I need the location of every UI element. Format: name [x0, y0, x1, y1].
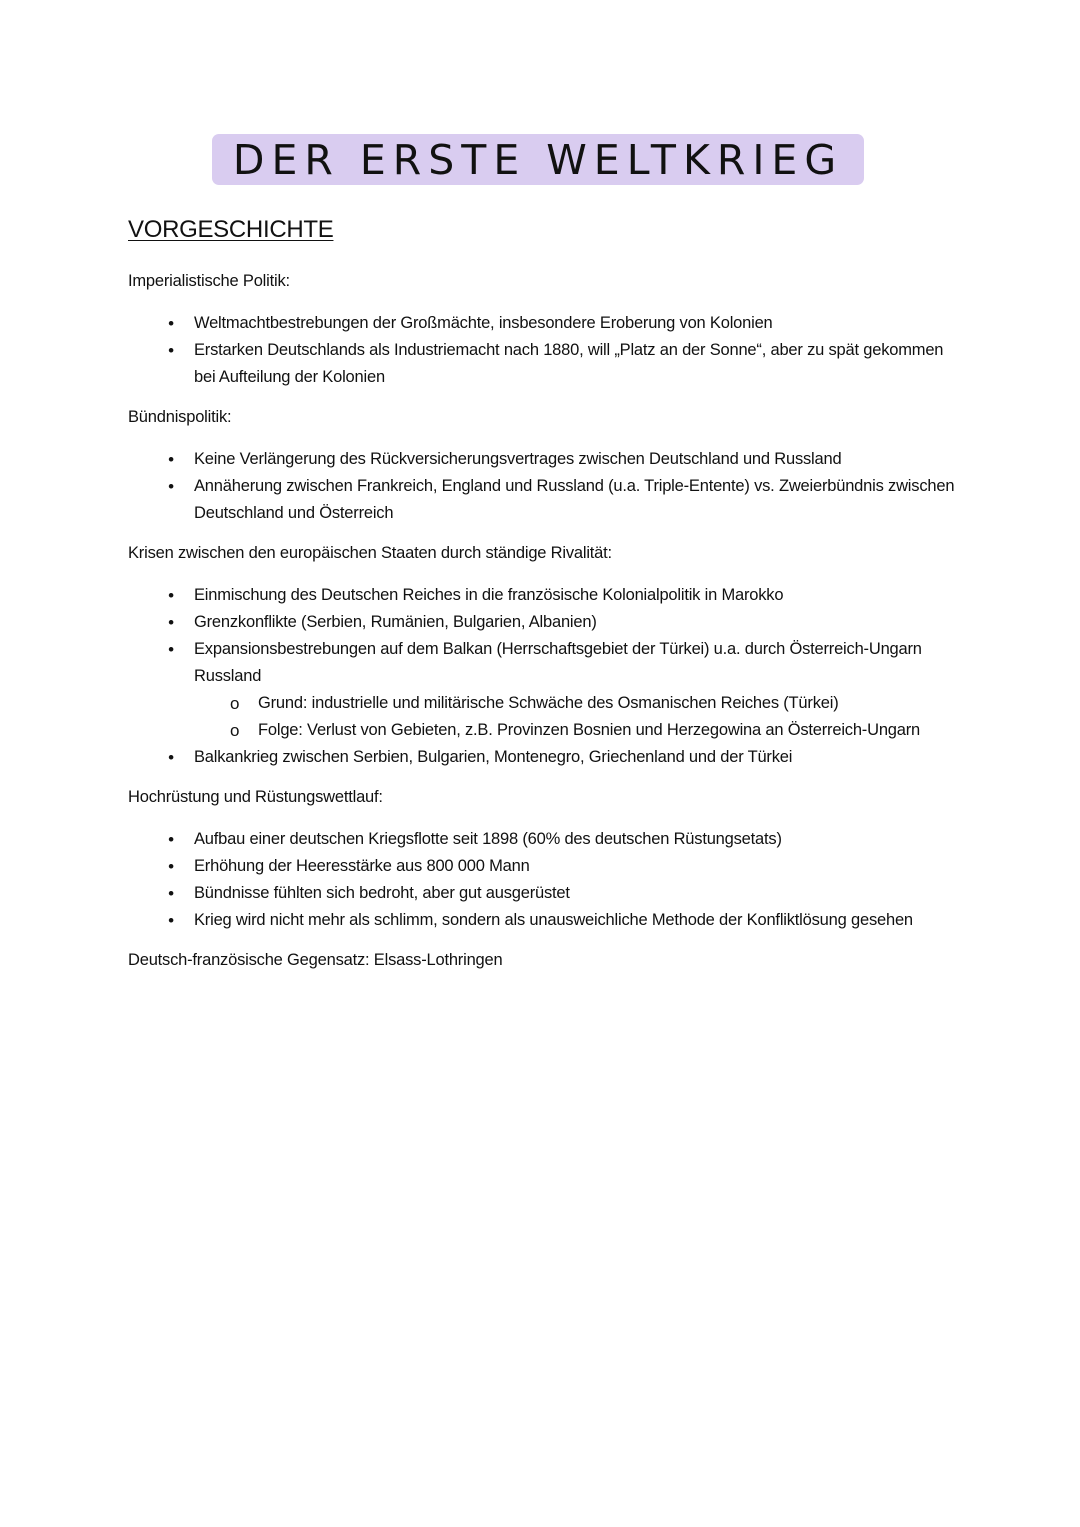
- sub-list-item-text: Folge: Verlust von Gebieten, z.B. Provinzen Bosnien und Herzegowina an Österreich-Ungarn: [258, 721, 921, 739]
- list-item-text: Weltmachtbestrebungen der Großmächte, insbesondere Eroberung von Kolonien: [194, 314, 773, 332]
- section-heading: VORGESCHICHTE: [128, 216, 334, 243]
- list-item: [128, 582, 958, 609]
- bullet-icon: •: [168, 341, 174, 360]
- list-item-text: Bündnisse fühlten sich bedroht, aber gut ausgerüstet: [194, 884, 570, 902]
- list-item-text: Expansionsbestrebungen auf dem Balkan (Herrschaftsgebiet der Türkei) u.a. durch Österreich-Ungarn Russland: [194, 640, 922, 685]
- list-item-text: Aufbau einer deutschen Kriegsflotte seit 1898 (60% des deutschen Rüstungsetats): [194, 830, 782, 848]
- subheading: Krisen zwischen den europäischen Staaten durch ständige Rivalität:: [128, 544, 612, 562]
- bullet-icon: •: [168, 314, 174, 333]
- page-title: DER ERSTE WELTKRIEG: [232, 135, 844, 184]
- circle-bullet-icon: o: [230, 694, 240, 713]
- list-item-text: Keine Verlängerung des Rückversicherungsvertrages zwischen Deutschland und Russland: [194, 450, 842, 468]
- bullet-list: [128, 310, 958, 391]
- bullet-icon: •: [168, 477, 174, 496]
- list-item-text: Erhöhung der Heeresstärke aus 800 000 Mann: [194, 857, 530, 875]
- list-item: [128, 446, 958, 473]
- bullet-list: [128, 446, 958, 527]
- bullet-list: [128, 826, 958, 934]
- bullet-icon: •: [168, 884, 174, 903]
- title-highlight: [212, 134, 864, 185]
- bullet-icon: •: [168, 857, 174, 876]
- list-item: [128, 853, 958, 880]
- bullet-icon: •: [168, 586, 174, 605]
- bullet-icon: •: [168, 640, 174, 659]
- list-item: [128, 826, 958, 853]
- list-item-text: Annäherung zwischen Frankreich, England und Russland (u.a. Triple-Entente) vs. Zweierbündnis zwischen Deutschland und Österreich: [194, 477, 955, 522]
- list-item-text: Balkankrieg zwischen Serbien, Bulgarien, Montenegro, Griechenland und der Türkei: [194, 748, 793, 766]
- list-item-text: Krieg wird nicht mehr als schlimm, sondern als unausweichliche Methode der Konfliktlösung gesehen: [194, 911, 913, 929]
- bullet-icon: •: [168, 450, 174, 469]
- list-item: [128, 907, 958, 934]
- list-item: [128, 473, 958, 527]
- bullet-icon: •: [168, 911, 174, 930]
- sub-list-item: [194, 717, 958, 744]
- list-item: [128, 609, 958, 636]
- bullet-icon: •: [168, 830, 174, 849]
- list-item-text: Grenzkonflikte (Serbien, Rumänien, Bulgarien, Albanien): [194, 613, 597, 631]
- sub-list-item-text: Grund: industrielle und militärische Schwäche des Osmanischen Reiches (Türkei): [258, 694, 839, 712]
- list-item: [128, 310, 958, 337]
- circle-bullet-icon: o: [230, 721, 240, 740]
- subheading: Imperialistische Politik:: [128, 272, 290, 290]
- subheading: Bündnispolitik:: [128, 408, 232, 426]
- list-item: [128, 744, 958, 771]
- list-item-text: Einmischung des Deutschen Reiches in die französische Kolonialpolitik in Marokko: [194, 586, 784, 604]
- notes-body: [128, 268, 958, 974]
- list-item: [128, 880, 958, 907]
- bullet-icon: •: [168, 613, 174, 632]
- sub-list-item: [194, 690, 958, 717]
- sub-bullet-list: [194, 690, 958, 744]
- list-item: [128, 636, 958, 744]
- bullet-icon: •: [168, 748, 174, 767]
- subheading: Hochrüstung und Rüstungswettlauf:: [128, 788, 383, 806]
- bullet-list: [128, 582, 958, 771]
- list-item: [128, 337, 958, 391]
- list-item-text: Erstarken Deutschlands als Industriemacht nach 1880, will „Platz an der Sonne“, aber zu spät gekommen bei Aufteilung der Kolonien: [194, 341, 944, 386]
- subheading: Deutsch-französische Gegensatz: Elsass-Lothringen: [128, 951, 503, 969]
